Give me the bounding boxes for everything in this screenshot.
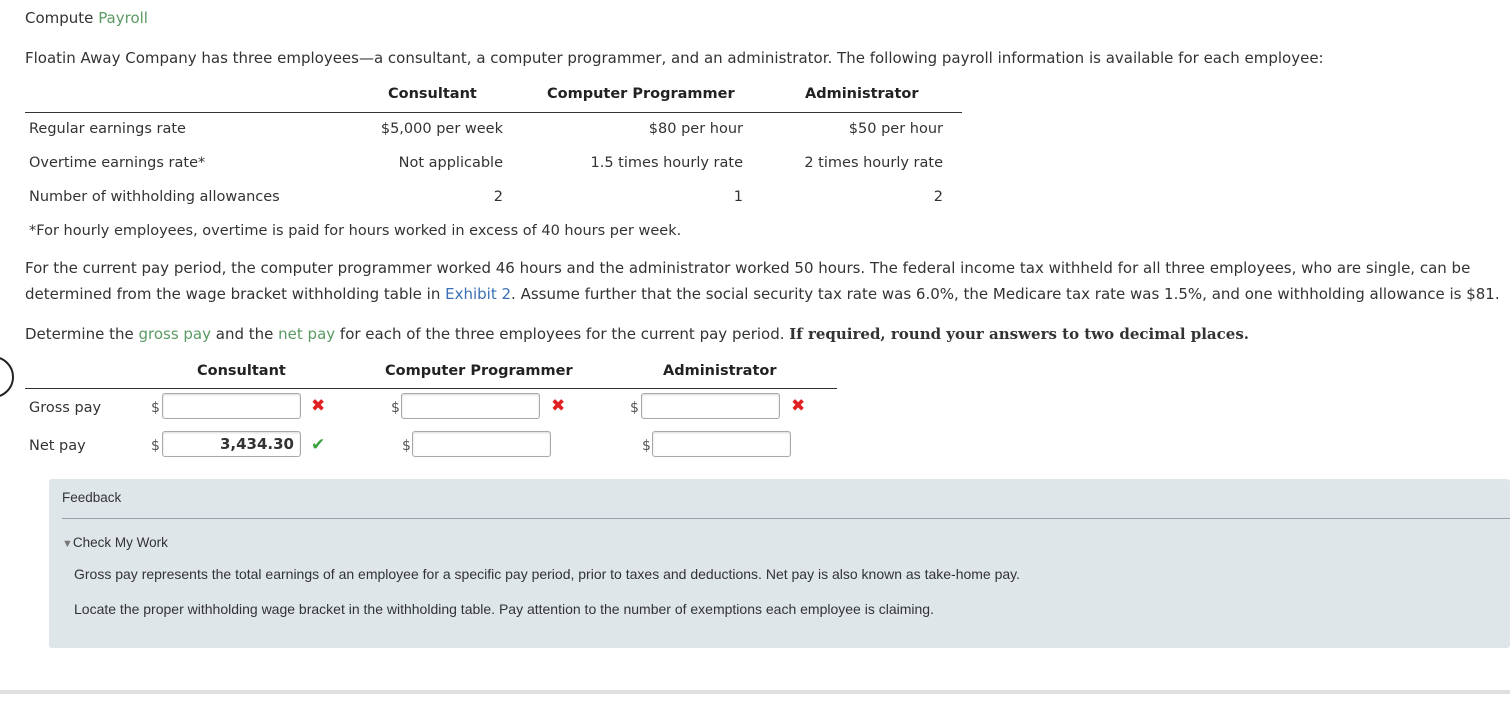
correct-check-icon: ✔ — [311, 435, 326, 455]
currency-symbol: $ — [402, 438, 411, 454]
exhibit-2-link[interactable]: Exhibit 2 — [445, 285, 512, 303]
overtime-administrator: 2 times hourly rate — [804, 155, 943, 171]
instruction-part2: and the — [211, 325, 279, 343]
net-pay-administrator-input[interactable] — [652, 431, 791, 457]
wrong-icon: ✖ — [551, 396, 566, 416]
net-pay-consultant-input[interactable]: 3,434.30 — [162, 431, 301, 457]
currency-symbol: $ — [151, 400, 160, 416]
feedback-line-2: Locate the proper withholding wage bracket in the withholding table. Pay attention to the number of exemptions each employee is claiming. — [74, 601, 934, 617]
instruction-text — [25, 325, 1249, 343]
para2-after: . Assume further that the social security tax rate was 6.0%, the Medicare tax rate was 1.5%, and one withholding allowance is $81. — [511, 285, 1500, 303]
overtime-consultant: Not applicable — [398, 155, 503, 171]
gross-pay-programmer-input[interactable] — [401, 393, 540, 419]
net-pay-link[interactable]: net pay — [278, 325, 336, 343]
currency-symbol: $ — [642, 438, 651, 454]
row-label-regular: Regular earnings rate — [29, 121, 186, 137]
check-my-work-toggle[interactable] — [62, 535, 168, 550]
allowances-programmer: 1 — [733, 189, 743, 205]
currency-symbol: $ — [630, 400, 639, 416]
wrong-icon: ✖ — [311, 396, 326, 416]
wrong-icon: ✖ — [791, 396, 806, 416]
instruction-part3: for each of the three employees for the current pay period. — [335, 325, 790, 343]
allowances-administrator: 2 — [933, 189, 943, 205]
gross-pay-administrator-input[interactable] — [641, 393, 780, 419]
instruction-part1: Determine the — [25, 325, 139, 343]
answer-header-consultant: Consultant — [197, 363, 286, 379]
pay-period-text-2 — [25, 285, 1500, 303]
info-table-rule — [25, 112, 962, 113]
currency-symbol: $ — [391, 400, 400, 416]
intro-text: Floatin Away Company has three employees—a consultant, a computer programmer, and an administrator. The following payroll information is available for each employee: — [25, 49, 1324, 67]
info-header-administrator: Administrator — [805, 86, 919, 102]
regular-administrator: $50 per hour — [848, 121, 943, 137]
check-my-work-label: Check My Work — [72, 535, 168, 550]
info-header-programmer: Computer Programmer — [547, 86, 735, 102]
pay-period-text: For the current pay period, the computer programmer worked 46 hours and the administrator worked 50 hours. The federal income tax withheld for all three employees, who are single, can be — [25, 259, 1471, 277]
payroll-link[interactable]: Payroll — [98, 9, 148, 27]
overtime-programmer: 1.5 times hourly rate — [590, 155, 743, 171]
gross-pay-consultant-input[interactable] — [162, 393, 301, 419]
answer-header-administrator: Administrator — [663, 363, 777, 379]
feedback-panel — [49, 479, 1510, 648]
regular-consultant: $5,000 per week — [380, 121, 503, 137]
answer-header-programmer: Computer Programmer — [385, 363, 573, 379]
para2-before: determined from the wage bracket withholding table in — [25, 285, 446, 303]
feedback-title: Feedback — [62, 490, 122, 505]
row-label-allowances: Number of withholding allowances — [29, 189, 280, 205]
gross-pay-link[interactable]: gross pay — [138, 325, 211, 343]
triangle-down-icon: ▼ — [62, 538, 73, 550]
feedback-divider — [62, 518, 1510, 519]
step-indicator-circle — [0, 356, 14, 398]
regular-programmer: $80 per hour — [648, 121, 743, 137]
title-prefix: Compute — [25, 9, 94, 27]
rounding-note: If required, round your answers to two decimal places. — [789, 325, 1249, 343]
allowances-consultant: 2 — [493, 189, 503, 205]
page-title — [25, 9, 148, 27]
net-pay-programmer-input[interactable] — [412, 431, 551, 457]
info-header-consultant: Consultant — [388, 86, 477, 102]
currency-symbol: $ — [151, 438, 160, 454]
row-label-gross-pay: Gross pay — [29, 400, 102, 416]
row-label-overtime: Overtime earnings rate* — [29, 155, 206, 171]
row-label-net-pay: Net pay — [29, 438, 86, 454]
footnote: *For hourly employees, overtime is paid for hours worked in excess of 40 hours per week. — [29, 223, 682, 239]
feedback-line-1: Gross pay represents the total earnings of an employee for a specific pay period, prior to taxes and deductions. Net pay is also known as take-home pay. — [74, 566, 1021, 582]
answer-table-rule — [25, 388, 837, 389]
bottom-divider — [0, 690, 1510, 694]
